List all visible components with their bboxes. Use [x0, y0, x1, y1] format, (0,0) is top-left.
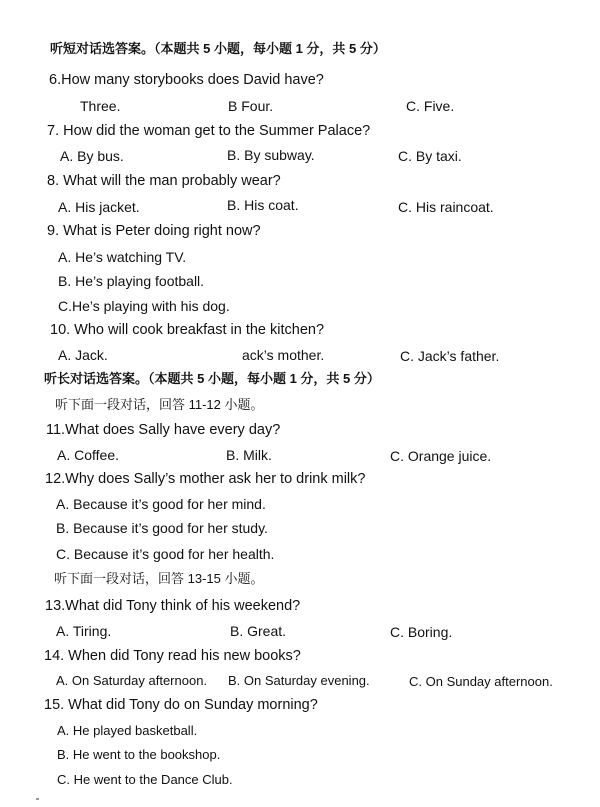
question-stem: 8. What will the man probably wear?: [47, 173, 281, 189]
scan-speck: [36, 798, 39, 800]
option-b: B Four.: [228, 98, 274, 114]
question-stem: 13.What did Tony think of his weekend?: [45, 598, 301, 614]
question-stem: 7. How did the woman get to the Summer Palace?: [47, 123, 371, 139]
option-b: B. His coat.: [227, 197, 299, 213]
option-c: C. He went to the Dance Club.: [57, 772, 233, 787]
option-a: A. He’s watching TV.: [58, 249, 187, 265]
question-stem: 15. What did Tony do on Sunday morning?: [44, 697, 318, 713]
question-stem: 12.Why does Sally’s mother ask her to drink milk?: [45, 471, 366, 487]
option-c: C.He’s playing with his dog.: [58, 298, 230, 314]
question-stem: 11.What does Sally have every day?: [46, 422, 281, 438]
option-a: A. He played basketball.: [57, 723, 198, 738]
section-header-long-dialogues: 听长对话选答案。（本题共 5 小题，每小题 1 分，共 5 分）: [44, 371, 380, 386]
option-a: Three.: [80, 98, 121, 114]
option-a: A. Tiring.: [56, 623, 112, 639]
option-b: B. He went to the bookshop.: [57, 747, 221, 762]
option-b: B. On Saturday evening.: [228, 673, 370, 688]
option-a: A. Coffee.: [57, 447, 120, 463]
option-b: B. Great.: [230, 623, 287, 639]
option-c: C. On Sunday afternoon.: [409, 674, 553, 689]
question-stem: 6.How many storybooks does David have?: [49, 72, 324, 88]
option-b: ack’s mother.: [242, 347, 325, 363]
section-header-short-dialogues: 听短对话选答案。（本题共 5 小题，每小题 1 分，共 5 分）: [50, 41, 386, 56]
option-b: B. Because it’s good for her study.: [56, 520, 268, 536]
question-stem: 9. What is Peter doing right now?: [47, 223, 261, 239]
option-c: C. By taxi.: [398, 148, 462, 164]
instruction-11-12: 听下面一段对话，回答 11-12 小题。: [55, 397, 264, 412]
option-c: C. Jack’s father.: [400, 348, 500, 364]
option-a: A. Jack.: [58, 347, 108, 363]
option-b: B. By subway.: [227, 147, 315, 163]
option-b: B. He’s playing football.: [58, 273, 205, 289]
option-a: A. On Saturday afternoon.: [56, 673, 208, 688]
instruction-13-15: 听下面一段对话，回答 13-15 小题。: [54, 571, 264, 586]
option-c: C. Boring.: [390, 624, 453, 640]
option-b: B. Milk.: [226, 447, 272, 463]
option-c: C. Five.: [406, 98, 455, 114]
option-a: A. By bus.: [60, 148, 124, 164]
question-stem: 10. Who will cook breakfast in the kitchen?: [50, 322, 325, 338]
option-c: C. His raincoat.: [398, 199, 494, 215]
option-a: A. Because it’s good for her mind.: [56, 496, 266, 512]
option-c: C. Orange juice.: [390, 448, 492, 464]
question-stem: 14. When did Tony read his new books?: [44, 648, 301, 664]
option-a: A. His jacket.: [58, 199, 140, 215]
option-c: C. Because it’s good for her health.: [56, 546, 275, 562]
